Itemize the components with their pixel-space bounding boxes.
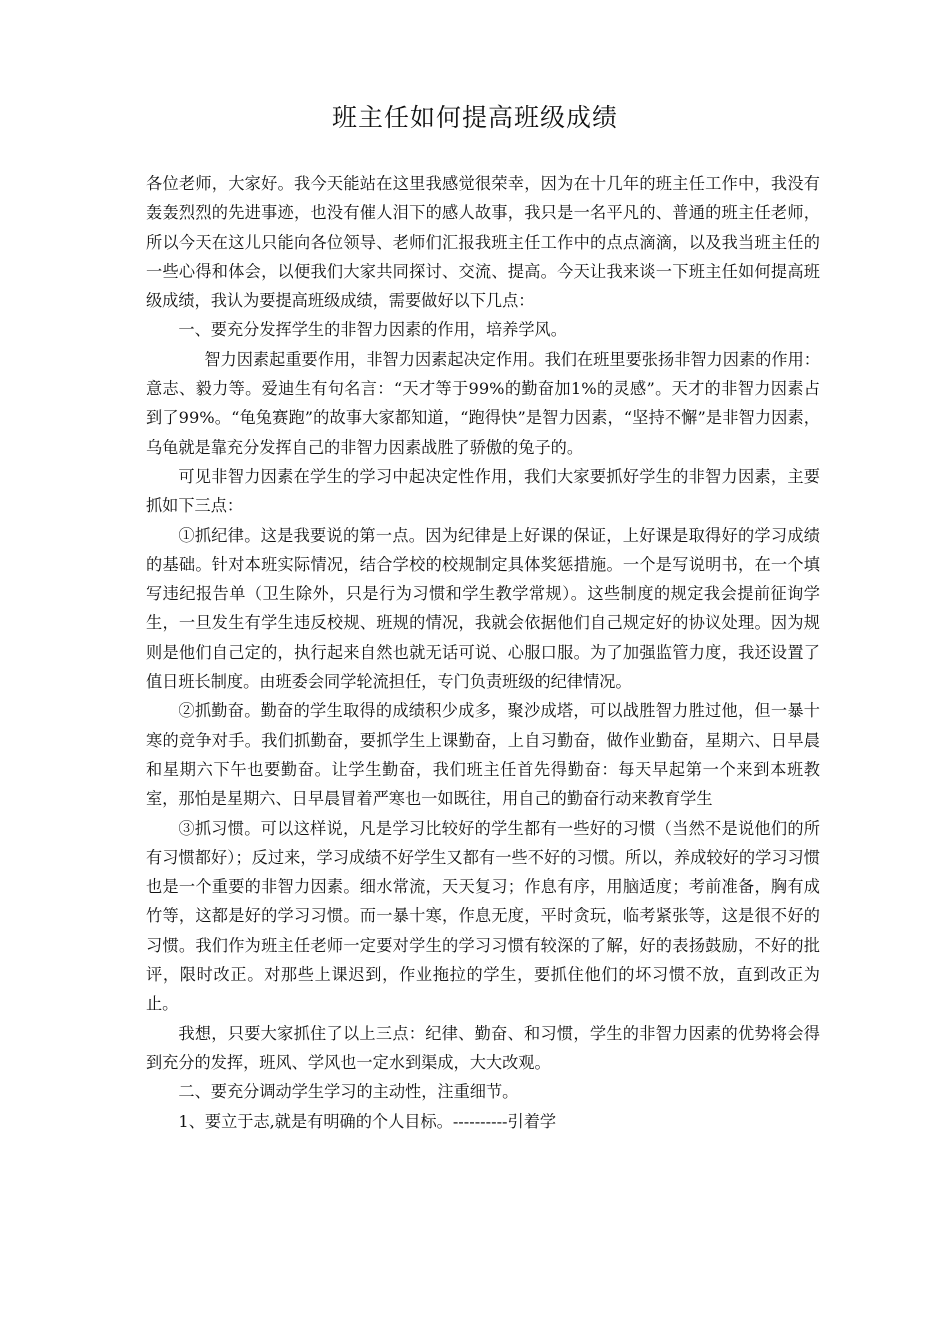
document-title: 班主任如何提高班级成绩: [331, 103, 618, 132]
paragraph-discipline: ①抓纪律。这是我要说的第一点。因为纪律是上好课的保证，上好课是取得好的学习成绩的基础。针对本班实际情况，结合学校的校规制定具体奖惩措施。一个是写说明书，在一个填写违纪报告单（卫生除外，只是行为习惯和学生教学常规）。这些制度的规定我会提前征询学生，一旦发生有学生违反校规、班规的情况，我就会依据他们自己规定好的协议处理。因为规则是他们自己定的，执行起来自然也就无话可说、心服口服。为了加强监管力度，我还设置了值日班长制度。由班委会同学轮流担任，专门负责班级的纪律情况。: [146, 525, 820, 692]
paragraph-summary: 我想，只要大家抓住了以上三点：纪律、勤奋、和习惯，学生的非智力因素的优势将会得到充分的发挥，班风、学风也一定水到渠成，大大改观。: [146, 1023, 820, 1072]
paragraph-three-points: 可见非智力因素在学生的学习中起决定性作用，我们大家要抓好学生的非智力因素，主要抓如下三点：: [146, 466, 820, 516]
paragraph-goal: 1、要立于志,就是有明确的个人目标。----------引着学: [178, 1111, 557, 1131]
paragraph-diligence: ②抓勤奋。勤奋的学生取得的成绩积少成多，聚沙成塔，可以战胜智力胜过他，但一暴十寒的竞争对手。我们抓勤奋，要抓学生上课勤奋，上自习勤奋，做作业勤奋，星期六、日早晨和星期六下午也要勤奋。让学生勤奋，我们班主任首先得勤奋：每天早起第一个来到本班教室，那怕是星期六、日早晨冒着严寒也一如既往，用自己的勤奋行动来教育学生: [146, 701, 820, 809]
paragraph-non-intellectual-factors: 智力因素起重要作用，非智力因素起决定作用。我们在班里要张扬非智力因素的作用：意志、毅力等。爱迪生有句名言：“天才等于99%的勤奋加1%的灵感”。天才的非智力因素占到了99%。“龟兔赛跑”的故事大家都知道，“跑得快”是智力因素，“坚持不懈”是非智力因素，乌龟就是靠充分发挥自己的非智力因素战胜了骄傲的兔子的。: [146, 349, 820, 457]
document-body: [146, 169, 820, 1136]
section-heading-1: 一、要充分发挥学生的非智力因素的作用，培养学风。: [178, 320, 567, 340]
paragraph-intro: 各位老师，大家好。我今天能站在这里我感觉很荣幸，因为在十几年的班主任工作中，我没有轰轰烈烈的先进事迹，也没有催人泪下的感人故事，我只是一名平凡的、普通的班主任老师，所以今天在这儿只能向各位领导、老师们汇报我班主任工作中的点点滴滴，以及我当班主任的一些心得和体会，以便我们大家共同探讨、交流、提高。今天让我来谈一下班主任如何提高班级成绩，我认为要提高班级成绩，需要做好以下几点：: [146, 174, 820, 311]
section-heading-2: 二、要充分调动学生学习的主动性，注重细节。: [178, 1082, 519, 1102]
paragraph-habits: ③抓习惯。可以这样说，凡是学习比较好的学生都有一些好的习惯（当然不是说他们的所有习惯都好）；反过来，学习成绩不好学生又都有一些不好的习惯。所以，养成较好的学习习惯也是一个重要的非智力因素。细水常流，天天复习；作息有序，用脑适度；考前准备，胸有成竹等，这都是好的学习习惯。而一暴十寒，作息无度，平时贪玩，临考紧张等，这是很不好的习惯。我们作为班主任老师一定要对学生的学习习惯有较深的了解，好的表扬鼓励，不好的批评，限时改正。对那些上课迟到，作业拖拉的学生，要抓住他们的坏习惯不放，直到改正为止。: [146, 818, 820, 1014]
